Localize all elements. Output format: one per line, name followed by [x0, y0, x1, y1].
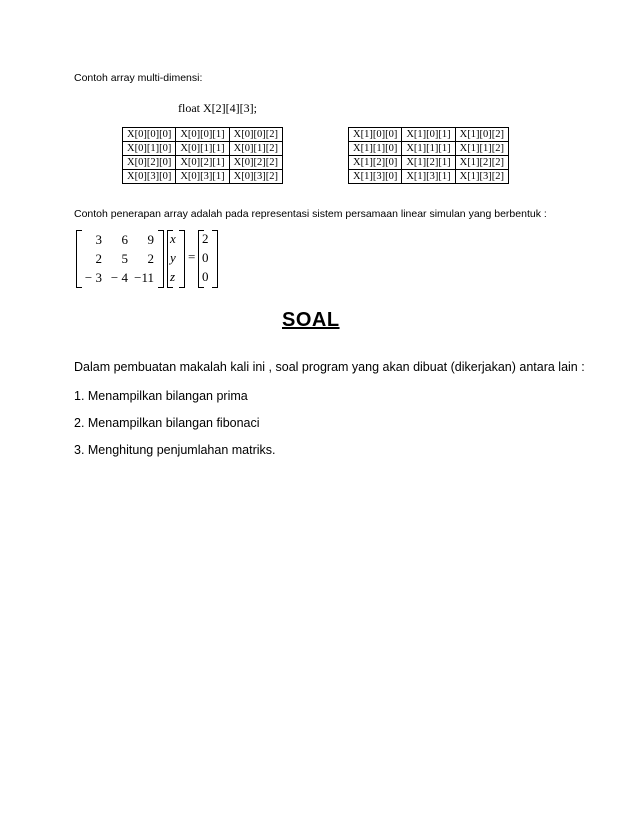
equals-sign: =: [188, 249, 196, 264]
table-cell: X[0][1][0]: [123, 142, 176, 156]
matrix-a-entry: 3: [95, 232, 102, 247]
task-list: [74, 389, 276, 470]
table-cell: X[1][3][2]: [455, 170, 508, 184]
table-cell: X[0][2][1]: [176, 156, 229, 170]
table-cell: X[0][0][2]: [229, 128, 282, 142]
list-item: 1. Menampilkan bilangan prima: [74, 389, 248, 403]
table-cell: X[0][0][1]: [176, 128, 229, 142]
matrix-a-entry: 2: [95, 251, 102, 266]
array-declaration: float X[2][4][3];: [178, 101, 257, 115]
table-cell: X[1][0][0]: [349, 128, 402, 142]
matrix-a-entry: − 3: [84, 270, 102, 285]
matrix-a-entry: 6: [121, 232, 128, 247]
table-cell: X[0][3][1]: [176, 170, 229, 184]
table-row: [349, 142, 509, 156]
vector-b-entry: 2: [202, 231, 209, 246]
matrix-a-entry: − 4: [110, 270, 128, 285]
table-cell: X[1][2][1]: [402, 156, 455, 170]
intro-label: Contoh array multi-dimensi:: [74, 72, 203, 84]
table-cell: X[1][2][0]: [349, 156, 402, 170]
vector-b-entry: 0: [202, 250, 209, 265]
list-item: 2. Menampilkan bilangan fibonaci: [74, 416, 260, 430]
table-row: [349, 170, 509, 184]
table-cell: X[1][0][1]: [402, 128, 455, 142]
table-cell: X[0][3][2]: [229, 170, 282, 184]
intro-paragraph: Dalam pembuatan makalah kali ini , soal program yang akan dibuat (dikerjakan) antara lain :: [74, 360, 585, 374]
table-cell: X[0][2][2]: [229, 156, 282, 170]
vector-b-entry: 0: [202, 269, 209, 284]
table-row: [123, 156, 283, 170]
table-row: [123, 170, 283, 184]
matrix-a-entry: 2: [147, 251, 154, 266]
table-cell: X[1][3][0]: [349, 170, 402, 184]
table-row: [123, 128, 283, 142]
vector-b-right-bracket: [212, 230, 218, 288]
linear-system-equation: [74, 228, 234, 290]
table-row: [349, 156, 509, 170]
vector-x-entry: y: [170, 250, 176, 265]
matrix-a-entry: −11: [134, 270, 154, 285]
soal-heading: SOAL: [282, 309, 340, 331]
table-row: [123, 142, 283, 156]
vector-x-right-bracket: [179, 230, 185, 288]
table-cell: X[1][2][2]: [455, 156, 508, 170]
vector-x-entry: z: [170, 269, 176, 284]
table-cell: X[1][0][2]: [455, 128, 508, 142]
table-cell: X[0][1][1]: [176, 142, 229, 156]
matrix-a-right-bracket: [158, 230, 164, 288]
list-item: 3. Menghitung penjumlahan matriks.: [74, 443, 276, 457]
table-cell: X[1][1][0]: [349, 142, 402, 156]
table-cell: X[0][1][2]: [229, 142, 282, 156]
table-cell: X[1][1][1]: [402, 142, 455, 156]
array-table-right: [348, 127, 509, 184]
table-cell: X[0][3][0]: [123, 170, 176, 184]
table-cell: X[0][2][0]: [123, 156, 176, 170]
table-cell: X[1][1][2]: [455, 142, 508, 156]
table-row: [349, 128, 509, 142]
table-cell: X[1][3][1]: [402, 170, 455, 184]
matrix-a-entry: 9: [147, 232, 154, 247]
equation-label: Contoh penerapan array adalah pada representasi sistem persamaan linear simulan yang berbentuk :: [74, 208, 547, 220]
array-table-left: [122, 127, 283, 184]
matrix-a-entry: 5: [121, 251, 128, 266]
table-cell: X[0][0][0]: [123, 128, 176, 142]
vector-x-entry: x: [170, 231, 176, 246]
